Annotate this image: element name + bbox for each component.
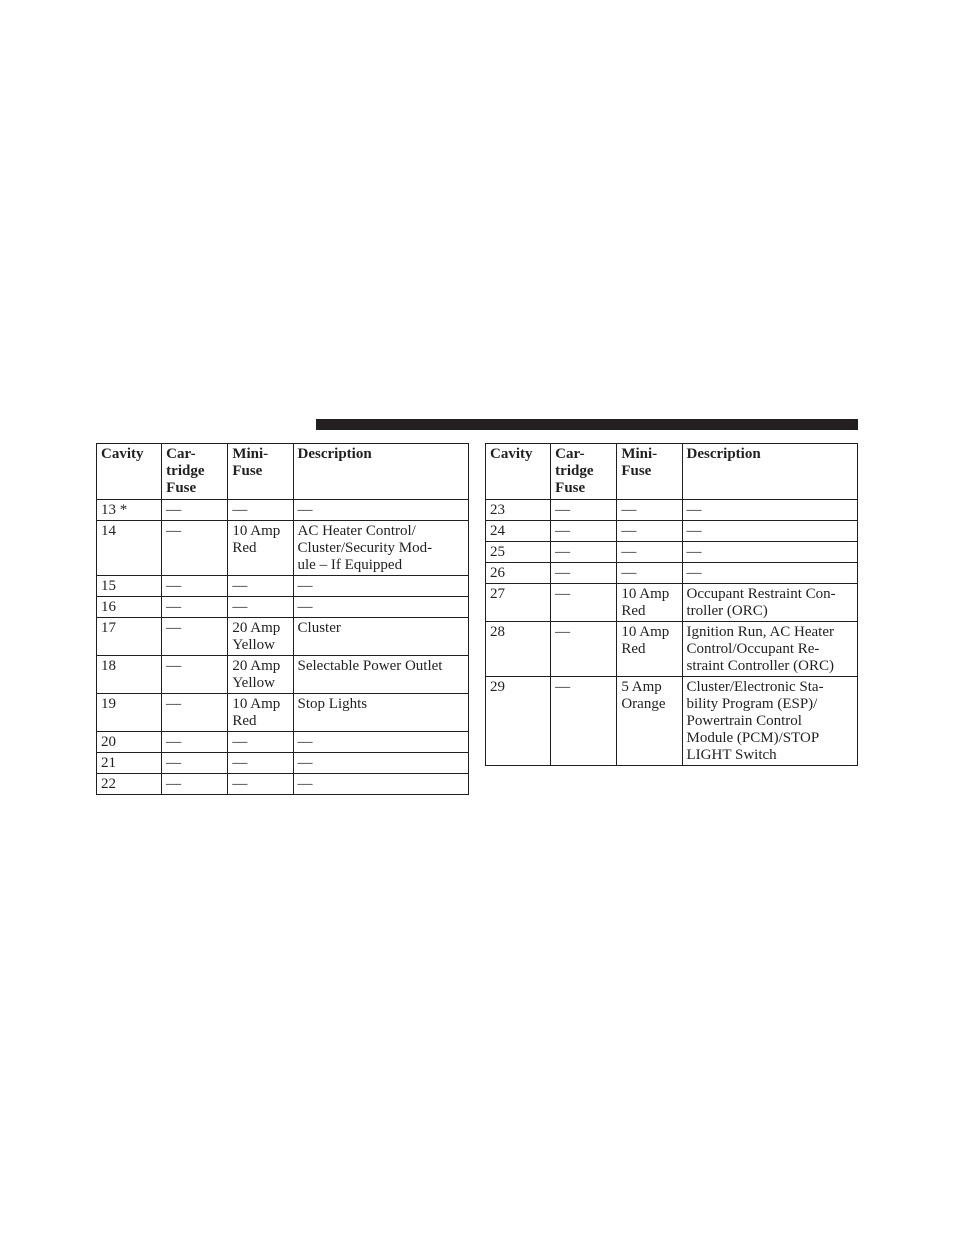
description-cell: Occupant Restraint Con- troller (ORC) <box>682 584 857 622</box>
description-cell: — <box>293 774 468 795</box>
cartridge-fuse-cell: — <box>551 563 617 584</box>
table-row <box>97 576 469 597</box>
header-cartridge-fuse: Car- tridge Fuse <box>551 444 617 500</box>
description-cell: — <box>293 753 468 774</box>
mini-fuse-cell: — <box>228 500 293 521</box>
description-cell: — <box>682 542 857 563</box>
description-cell: Stop Lights <box>293 694 468 732</box>
cavity-cell: 28 <box>486 622 551 677</box>
table-row <box>486 622 858 677</box>
cartridge-fuse-cell: — <box>551 584 617 622</box>
table-header-row <box>97 444 469 500</box>
cartridge-fuse-cell: — <box>551 542 617 563</box>
header-cartridge-fuse: Car- tridge Fuse <box>162 444 228 500</box>
cartridge-fuse-cell: — <box>162 732 228 753</box>
table-row <box>97 753 469 774</box>
table-row <box>97 500 469 521</box>
cavity-cell: 22 <box>97 774 162 795</box>
cavity-cell: 23 <box>486 500 551 521</box>
cartridge-fuse-cell: — <box>162 576 228 597</box>
cavity-cell: 17 <box>97 618 162 656</box>
cavity-cell: 21 <box>97 753 162 774</box>
table-row <box>97 694 469 732</box>
cavity-cell: 20 <box>97 732 162 753</box>
mini-fuse-cell: 5 Amp Orange <box>617 677 682 766</box>
mini-fuse-cell: — <box>617 500 682 521</box>
cartridge-fuse-cell: — <box>551 521 617 542</box>
header-mini-fuse: Mini- Fuse <box>228 444 293 500</box>
table-row <box>97 521 469 576</box>
description-cell: — <box>682 521 857 542</box>
header-mini-fuse: Mini- Fuse <box>617 444 682 500</box>
cartridge-fuse-cell: — <box>162 774 228 795</box>
cavity-cell: 25 <box>486 542 551 563</box>
description-cell: Cluster <box>293 618 468 656</box>
mini-fuse-cell: — <box>228 753 293 774</box>
table-row <box>486 584 858 622</box>
mini-fuse-cell: — <box>617 521 682 542</box>
mini-fuse-cell: — <box>228 732 293 753</box>
mini-fuse-cell: — <box>617 563 682 584</box>
table-row <box>97 774 469 795</box>
cartridge-fuse-cell: — <box>162 694 228 732</box>
description-cell: — <box>682 500 857 521</box>
mini-fuse-cell: 10 Amp Red <box>228 694 293 732</box>
mini-fuse-cell: — <box>228 597 293 618</box>
table-row <box>97 732 469 753</box>
cartridge-fuse-cell: — <box>551 622 617 677</box>
mini-fuse-cell: — <box>228 774 293 795</box>
cartridge-fuse-cell: — <box>162 753 228 774</box>
table-row <box>97 656 469 694</box>
section-header-bar <box>316 419 858 430</box>
mini-fuse-cell: 10 Amp Red <box>617 622 682 677</box>
cavity-cell: 27 <box>486 584 551 622</box>
table-row <box>486 542 858 563</box>
cartridge-fuse-cell: — <box>162 500 228 521</box>
mini-fuse-cell: 20 Amp Yellow <box>228 656 293 694</box>
description-cell: — <box>293 732 468 753</box>
mini-fuse-cell: — <box>228 576 293 597</box>
cartridge-fuse-cell: — <box>162 597 228 618</box>
cavity-cell: 13 * <box>97 500 162 521</box>
cavity-cell: 15 <box>97 576 162 597</box>
mini-fuse-cell: 10 Amp Red <box>617 584 682 622</box>
header-cavity: Cavity <box>97 444 162 500</box>
table-row <box>97 597 469 618</box>
table-row <box>486 500 858 521</box>
cartridge-fuse-cell: — <box>162 618 228 656</box>
cavity-cell: 19 <box>97 694 162 732</box>
cavity-cell: 24 <box>486 521 551 542</box>
table-row <box>486 677 858 766</box>
cartridge-fuse-cell: — <box>162 656 228 694</box>
fuse-table-left <box>96 443 469 795</box>
description-cell: AC Heater Control/ Cluster/Security Mod- ule – If Equipped <box>293 521 468 576</box>
table-header-row <box>486 444 858 500</box>
description-cell: Selectable Power Outlet <box>293 656 468 694</box>
header-description: Description <box>293 444 468 500</box>
header-cavity: Cavity <box>486 444 551 500</box>
cavity-cell: 26 <box>486 563 551 584</box>
description-cell: Cluster/Electronic Sta- bility Program (ESP)/ Powertrain Control Module (PCM)/STOP LIGHT Switch <box>682 677 857 766</box>
table-row <box>97 618 469 656</box>
cavity-cell: 14 <box>97 521 162 576</box>
mini-fuse-cell: — <box>617 542 682 563</box>
fuse-table-right <box>485 443 858 766</box>
cartridge-fuse-cell: — <box>551 677 617 766</box>
cartridge-fuse-cell: — <box>162 521 228 576</box>
description-cell: — <box>682 563 857 584</box>
description-cell: — <box>293 500 468 521</box>
header-description: Description <box>682 444 857 500</box>
cavity-cell: 16 <box>97 597 162 618</box>
table-row <box>486 521 858 542</box>
description-cell: — <box>293 576 468 597</box>
cartridge-fuse-cell: — <box>551 500 617 521</box>
description-cell: — <box>293 597 468 618</box>
mini-fuse-cell: 20 Amp Yellow <box>228 618 293 656</box>
cavity-cell: 18 <box>97 656 162 694</box>
table-row <box>486 563 858 584</box>
description-cell: Ignition Run, AC Heater Control/Occupant Re- straint Controller (ORC) <box>682 622 857 677</box>
cavity-cell: 29 <box>486 677 551 766</box>
mini-fuse-cell: 10 Amp Red <box>228 521 293 576</box>
